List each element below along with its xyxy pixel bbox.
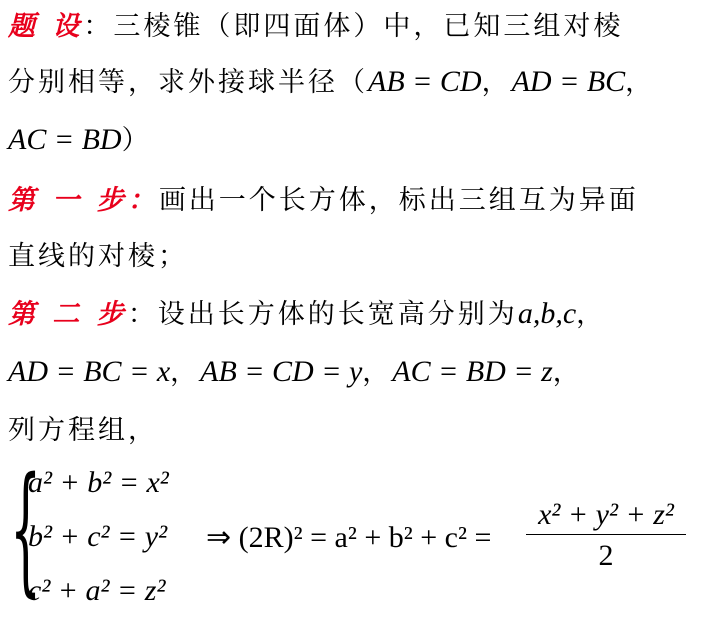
equation-system (6, 448, 696, 618)
result-fraction (526, 498, 686, 573)
equation-3: c² + a² = z² (28, 574, 166, 607)
equation-2: b² + c² = y² (28, 520, 168, 553)
problem-text-1: ：三棱锥（即四面体）中，已知三组对棱 (83, 11, 624, 42)
step-one-continued (8, 234, 188, 273)
left-brace-icon: { (10, 448, 42, 611)
equation-1: a² + b² = x² (28, 466, 169, 499)
problem-statement-line-2 (8, 60, 655, 99)
separator: ， (625, 67, 656, 98)
step-two-line (8, 292, 606, 331)
equation-intro (8, 408, 158, 447)
problem-statement-line-3 (8, 118, 152, 157)
step-two-label: 第 二 步 (8, 299, 128, 330)
step-one-line (8, 178, 639, 217)
separator: ， (481, 67, 512, 98)
separator: ， (170, 357, 201, 388)
closing-paren: ） (121, 125, 152, 156)
problem-text-2: 分别相等，求外接球半径（ (8, 67, 368, 98)
math-z-def: AC = BD = z (392, 355, 553, 388)
step-one-text: 画出一个长方体，标出三组互为异面 (158, 185, 639, 216)
separator: ， (362, 357, 393, 388)
definitions-line (8, 350, 583, 389)
equation-intro-text: 列方程组， (8, 415, 158, 446)
math-ac-bd: AC = BD (8, 123, 122, 156)
math-ab-cd: AB = CD (368, 65, 482, 98)
math-x-def: AD = BC = x (8, 355, 171, 388)
radius-derivation: ⇒ (2R)² = a² + b² + c² = (206, 521, 492, 554)
separator: ， (576, 299, 607, 330)
math-ad-bc: AD = BC (511, 65, 626, 98)
step-one-label: 第 一 步： (8, 185, 159, 216)
math-abc: a,b,c (517, 297, 577, 330)
fraction-numerator: x² + y² + z² (526, 498, 686, 535)
problem-label: 题 设 (8, 11, 84, 42)
problem-statement-line-1 (8, 4, 623, 43)
separator: ， (552, 357, 583, 388)
step-one-text-2: 直线的对棱； (8, 241, 188, 272)
math-y-def: AB = CD = y (200, 355, 363, 388)
fraction-denominator: 2 (598, 539, 614, 572)
step-two-text: ：设出长方体的长宽高分别为 (127, 299, 518, 330)
